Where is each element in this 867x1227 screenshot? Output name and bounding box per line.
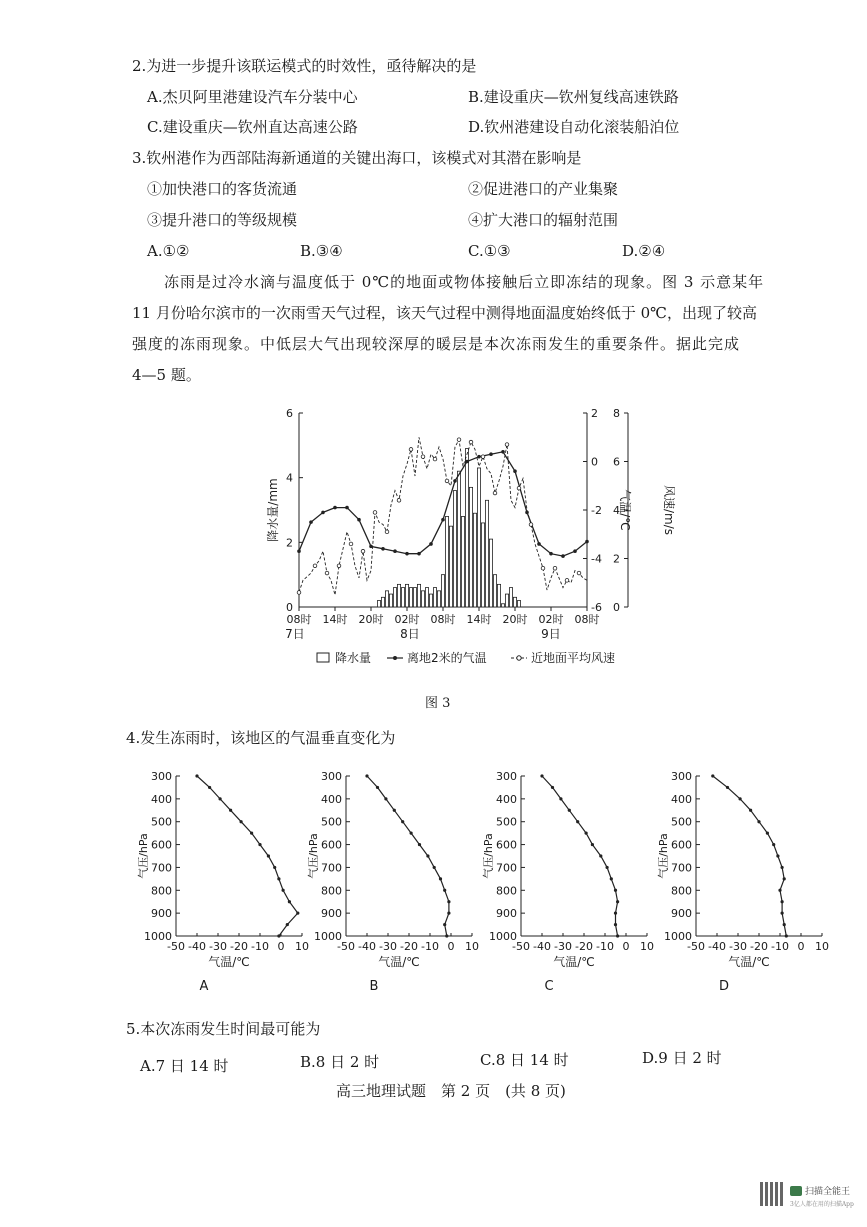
wind-point [349,542,353,546]
profile-line [367,776,449,936]
temp-tick-label: -4 [591,552,602,566]
profile-x-tick-label: -30 [379,940,397,953]
profile-xlabel: 气温/℃ [728,955,770,969]
profile-x-tick-label: -50 [512,940,530,953]
profile-y-tick-label: 400 [671,792,692,806]
profile-point [258,843,261,846]
temp-tick-label: -2 [591,504,602,517]
profile-point [576,820,579,823]
precip-bar [457,471,460,607]
temp-tick-label: 0 [591,455,598,469]
profile-point [599,854,602,857]
profile-point [288,900,291,903]
temp-point [453,479,457,483]
q3-option-a: A.①② [147,242,190,260]
day-label-9: 9日 [541,627,561,641]
precip-bar [381,597,384,607]
profile-y-tick-label: 1000 [144,930,172,943]
wind-point [433,457,437,461]
profile-option-label: A [199,979,209,994]
profile-y-tick-label: 600 [321,838,342,852]
q2-option-a: A.杰贝阿里港建设汽车分装中心 [147,88,358,106]
profile-y-tick-label: 1000 [489,930,517,943]
legend-wind: 近地面平均风速 [531,651,616,665]
profile-y-tick-label: 1000 [664,930,692,943]
profile-point [376,786,379,789]
intro-line-4: 4—5 题。 [132,366,201,384]
profile-x-tick-label: 0 [622,940,630,953]
profile-y-tick-label: 700 [321,861,342,875]
time-tick-label: 02时 [394,613,420,626]
q2-option-c: C.建设重庆—钦州直达高速公路 [147,118,358,136]
q5-option-a: A.7 日 14 时 [140,1057,229,1075]
profile-y-tick-label: 500 [321,815,342,829]
precip-bar [517,601,520,607]
time-tick-label: 08时 [574,613,600,626]
profile-xlabel: 气温/℃ [553,955,595,969]
legend-precip-swatch [317,653,329,662]
profile-x-tick-label: 10 [465,940,479,953]
profile-point [614,889,617,892]
precip-bar [501,604,504,607]
q5-option-b: B.8 日 2 时 [300,1053,380,1071]
q3-item-3: ③提升港口的等级规模 [147,211,298,229]
profile-point [749,809,752,812]
profile-point [783,923,786,926]
profile-point [447,900,450,903]
intro-line-3: 强度的冻雨现象。中低层大气出现较深厚的暖层是本次冻雨发生的重要条件。据此完成 [132,335,741,353]
precip-tick-label: 0 [286,601,293,614]
profile-point [783,877,786,880]
wind-tick-label: 8 [613,407,620,420]
profile-x-tick-label: -50 [337,940,355,953]
profile-x-tick-label: -20 [575,940,593,953]
precip-bar [401,588,404,607]
temp-point [357,518,361,522]
profile-chart-b [300,762,490,997]
profile-point [591,843,594,846]
profile-point [401,820,404,823]
wind-tick-label: 0 [613,601,620,614]
profile-y-tick-label: 800 [671,884,692,898]
precip-bar [433,588,436,607]
profile-y-tick-label: 700 [496,861,517,875]
precip-bar [377,601,380,607]
profile-point [781,866,784,869]
profile-y-tick-label: 500 [151,815,172,829]
temp-point [405,552,409,556]
wind-point [541,566,545,570]
qr-code-icon [760,1182,784,1206]
profile-point [614,912,617,915]
profile-point [229,809,232,812]
wind-point [313,564,317,568]
profile-option-label: B [369,979,379,994]
profile-y-tick-label: 700 [151,861,172,875]
time-tick-label: 14时 [322,613,348,626]
q5-stem: 5.本次冻雨发生时间最可能为 [126,1020,321,1038]
precip-bar [405,584,408,607]
profile-x-tick-label: 10 [640,940,654,953]
profile-option-label: D [718,979,730,994]
profile-point [739,797,742,800]
profile-point [277,934,280,937]
profile-x-tick-label: -10 [596,940,614,953]
profile-y-tick-label: 900 [496,907,517,921]
temp-point [345,506,349,510]
temp-point [297,549,301,553]
q5-option-c: C.8 日 14 时 [480,1051,569,1069]
q3-item-1: ①加快港口的客货流通 [147,180,298,198]
precip-bar [445,516,448,607]
wind-point [297,591,301,595]
profile-point [410,832,413,835]
precip-tick-label: 2 [286,536,293,550]
time-tick-label: 20时 [358,613,384,626]
profile-y-tick-label: 400 [496,792,517,806]
wind-point [577,571,581,575]
profile-point [778,889,781,892]
watermark-title: 扫描全能王 [805,1187,851,1197]
wind-point [553,566,557,570]
profile-point [286,923,289,926]
ylabel-temp: 气温/℃ [618,489,632,531]
profile-point [277,877,280,880]
profile-point [551,786,554,789]
precip-bar [393,588,396,607]
temp-point [381,547,385,551]
wind-point [517,486,521,490]
profile-chart-a [130,762,320,997]
profile-point [568,809,571,812]
wind-point [493,491,497,495]
temp-point [321,511,325,515]
profile-point [195,774,198,777]
profile-point [785,934,788,937]
profile-point [445,934,448,937]
temp-point [309,520,313,524]
precip-bar [477,468,480,607]
ylabel-precip: 降水量/mm [266,478,280,542]
profile-point [447,912,450,915]
temp-point [465,460,469,464]
precip-bar [489,539,492,607]
profile-point [559,797,562,800]
page-footer: 高三地理试题 第 2 页 (共 8 页) [336,1082,566,1100]
precip-bar [409,588,412,607]
profile-point [208,786,211,789]
q3-item-4: ④扩大港口的辐射范围 [468,211,619,229]
figure-3-caption: 图 3 [425,696,451,711]
precip-bar [453,491,456,607]
profile-point [757,820,760,823]
temp-point [537,542,541,546]
profile-x-tick-label: -10 [421,940,439,953]
profile-x-tick-label: -20 [230,940,248,953]
legend-precip: 降水量 [335,651,372,665]
time-tick-label: 02时 [538,613,564,626]
profile-y-tick-label: 1000 [314,930,342,943]
watermark-sub: 3亿人都在用的扫描App [790,1201,854,1208]
profile-xlabel: 气温/℃ [208,955,250,969]
temp-point [573,549,577,553]
temp-point [585,540,589,544]
wind-point [337,564,341,568]
time-tick-label: 20时 [502,613,528,626]
temp-point [549,552,553,556]
profile-line [542,776,618,936]
profile-point [439,877,442,880]
precip-bar [469,487,472,607]
profile-y-tick-label: 800 [321,884,342,898]
profile-x-tick-label: -50 [167,940,185,953]
profile-line [197,776,298,936]
precip-bar [425,588,428,607]
temp-point [477,455,481,459]
wind-point [505,443,509,447]
wind-line [299,437,587,595]
precip-bar [441,575,444,607]
precip-tick-label: 4 [286,471,293,485]
profile-point [781,900,784,903]
profile-point [776,854,779,857]
profile-y-tick-label: 600 [151,838,172,852]
profile-y-tick-label: 900 [151,907,172,921]
profile-point [296,912,299,915]
profile-y-tick-label: 700 [671,861,692,875]
temp-point [561,554,565,558]
wind-point [397,499,401,503]
profile-point [433,866,436,869]
profile-point [610,877,613,880]
profile-point [443,923,446,926]
profile-y-tick-label: 800 [151,884,172,898]
profile-point [616,934,619,937]
profile-point [781,912,784,915]
profile-point [540,774,543,777]
profile-y-tick-label: 300 [321,770,342,783]
temp-point [417,552,421,556]
q5-option-d: D.9 日 2 时 [642,1049,722,1067]
q3-item-2: ②促进港口的产业集聚 [468,180,619,198]
profile-x-tick-label: 10 [815,940,829,953]
time-tick-label: 08时 [286,613,312,626]
profile-point [240,820,243,823]
scanner-logo-icon [790,1186,802,1196]
wind-tick-label: 4 [613,504,620,517]
profile-x-tick-label: -20 [400,940,418,953]
wind-point [565,579,569,583]
precip-bar [473,513,476,607]
profile-ylabel: 气压/hPa [657,833,670,879]
precip-bar [421,591,424,607]
profile-y-tick-label: 300 [496,770,517,783]
profile-point [766,832,769,835]
wind-point [529,523,533,527]
profile-x-tick-label: 10 [295,940,309,953]
q2-option-d: D.钦州港建设自动化滚装船泊位 [468,118,680,136]
temp-tick-label: 2 [591,407,598,420]
profile-y-tick-label: 500 [496,815,517,829]
wind-point [421,455,425,459]
profile-x-tick-label: -40 [708,940,726,953]
profile-option-label: C [544,979,554,994]
profile-x-tick-label: -50 [687,940,705,953]
profile-line [713,776,787,936]
profile-y-tick-label: 400 [321,792,342,806]
precip-bar [413,588,416,607]
q3-option-b: B.③④ [300,242,343,260]
profile-point [418,843,421,846]
profile-point [219,797,222,800]
day-label-7: 7日 [285,627,305,641]
wind-point [325,571,329,575]
profile-ylabel: 气压/hPa [137,833,150,879]
profile-y-tick-label: 900 [321,907,342,921]
q2-option-b: B.建设重庆—钦州复线高速铁路 [468,88,679,106]
profile-y-tick-label: 900 [671,907,692,921]
precip-bar [509,588,512,607]
precip-bar [417,584,420,607]
q4-stem: 4.发生冻雨时，该地区的气温垂直变化为 [126,729,396,747]
intro-line-1: 冻雨是过冷水滴与温度低于 0℃的地面或物体接触后立即冻结的现象。图 3 示意某年 [164,273,765,291]
profile-x-tick-label: -30 [209,940,227,953]
profile-y-tick-label: 600 [496,838,517,852]
profile-x-tick-label: -10 [771,940,789,953]
q3-option-c: C.①③ [468,242,511,260]
precip-bar [397,584,400,607]
profile-x-tick-label: -40 [358,940,376,953]
profile-y-tick-label: 500 [671,815,692,829]
profile-x-tick-label: 0 [447,940,455,953]
profile-y-tick-label: 300 [671,770,692,783]
temp-point [333,506,337,510]
precip-bar [465,449,468,607]
profile-point [711,774,714,777]
profile-point [250,832,253,835]
profile-ylabel: 气压/hPa [482,833,495,879]
temp-point [489,452,493,456]
profile-point [273,866,276,869]
legend-temp-marker [393,656,397,660]
profile-xlabel: 气温/℃ [378,955,420,969]
wind-point [409,448,413,452]
legend-temp: 离地2米的气温 [407,651,487,665]
precip-bar [485,500,488,607]
profile-point [443,889,446,892]
time-tick-label: 14时 [466,613,492,626]
wind-point [457,438,461,442]
precip-bar [497,584,500,607]
wind-point [373,511,377,515]
wind-point [445,479,449,483]
profile-ylabel: 气压/hPa [307,833,320,879]
profile-point [606,866,609,869]
profile-y-tick-label: 800 [496,884,517,898]
precip-bar [513,597,516,607]
profile-x-tick-label: -40 [188,940,206,953]
profile-x-tick-label: -10 [251,940,269,953]
temp-point [501,450,505,454]
profile-point [614,923,617,926]
profile-point [393,809,396,812]
q3-stem: 3.钦州港作为西部陆海新通道的关键出海口，该模式对其潜在影响是 [132,149,582,167]
wind-point [469,440,473,444]
profile-point [267,854,270,857]
precip-bar [385,591,388,607]
profile-x-tick-label: -40 [533,940,551,953]
temp-tick-label: -6 [591,601,602,614]
temp-point [513,469,517,473]
q2-stem: 2.为进一步提升该联运模式的时效性，亟待解决的是 [132,57,477,75]
profile-chart-d [650,762,845,997]
profile-x-tick-label: -20 [750,940,768,953]
wind-tick-label: 6 [613,455,620,469]
wind-point [361,549,365,553]
figure-3-chart [255,400,676,680]
precip-bar [461,516,464,607]
precip-bar [389,594,392,607]
wind-point [481,455,485,459]
q3-option-d: D.②④ [622,242,666,260]
profile-point [726,786,729,789]
temp-point [393,549,397,553]
profile-x-tick-label: 0 [277,940,285,953]
wind-point [385,530,389,534]
day-label-8: 8日 [400,627,420,641]
wind-tick-label: 2 [613,552,620,566]
profile-y-tick-label: 600 [671,838,692,852]
profile-x-tick-label: -30 [729,940,747,953]
profile-point [384,797,387,800]
intro-line-2: 11 月份哈尔滨市的一次雨雪天气过程，该天气过程中测得地面温度始终低于 0℃，出现了较高 [132,304,757,322]
profile-point [282,889,285,892]
temp-line [299,452,587,556]
ylabel-wind: 风速/m/s [662,484,676,536]
precip-bar [481,523,484,607]
profile-point [616,900,619,903]
profile-point [365,774,368,777]
precip-bar [505,594,508,607]
precip-tick-label: 6 [286,407,293,420]
profile-point [585,832,588,835]
temp-point [441,518,445,522]
profile-point [772,843,775,846]
profile-y-tick-label: 400 [151,792,172,806]
precip-bar [493,575,496,607]
time-tick-label: 08时 [430,613,456,626]
profile-point [426,854,429,857]
profile-x-tick-label: -30 [554,940,572,953]
temp-point [429,542,433,546]
profile-chart-c [475,762,665,997]
precip-bar [429,594,432,607]
precip-bar [437,591,440,607]
profile-x-tick-label: 0 [797,940,805,953]
precip-bar [449,526,452,607]
profile-y-tick-label: 300 [151,770,172,783]
legend-wind-marker [517,656,521,660]
